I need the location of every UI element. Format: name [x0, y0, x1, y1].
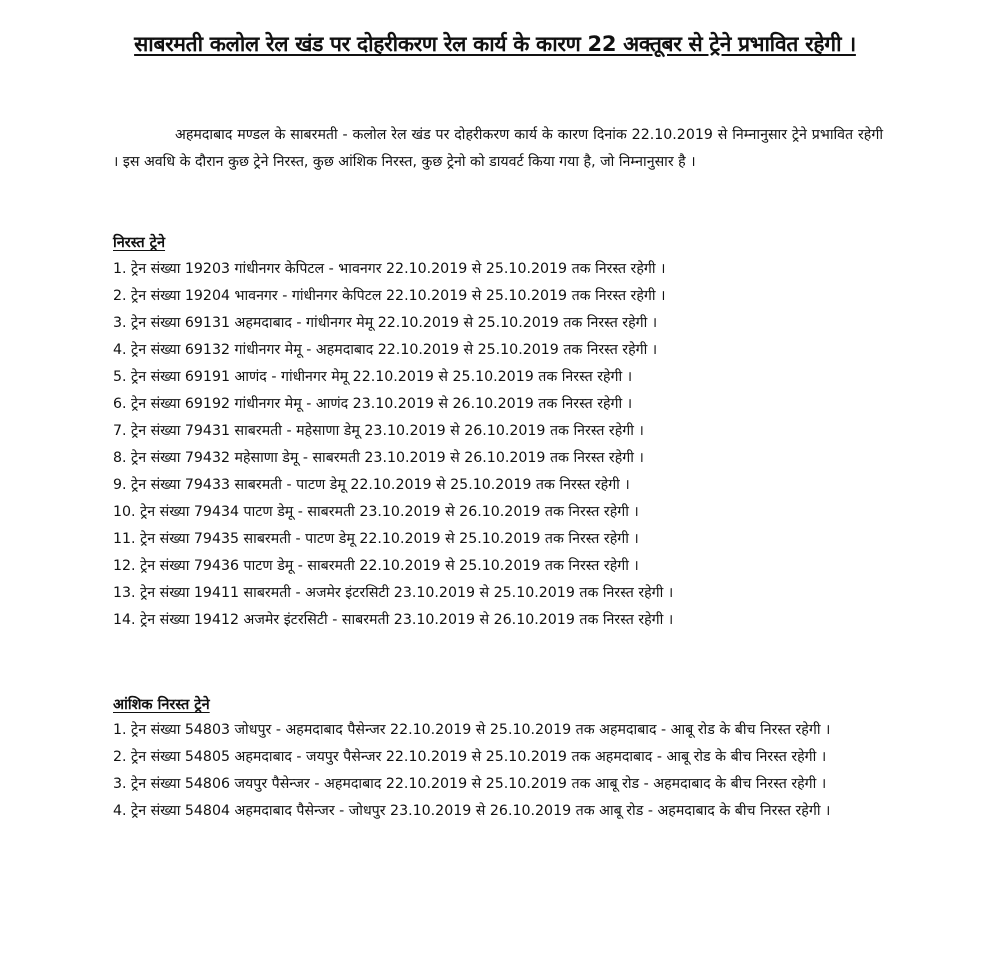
list-item: 3. ट्रेन संख्या 54806 जयपुर पैसेन्जर - अहमदाबाद 22.10.2019 से 25.10.2019 तक आबू रोड - अहमदाबाद के बीच निरस्त रहेगी । — [113, 776, 827, 792]
cancelled-trains-heading: निरस्त ट्रेने — [113, 235, 166, 251]
document-title: साबरमती कलोल रेल खंड पर दोहरीकरण रेल कार्य के कारण 22 अक्तूबर से ट्रेने प्रभावित रहेगी । — [134, 32, 856, 56]
list-item: 4. ट्रेन संख्या 54804 अहमदाबाद पैसेन्जर - जोधपुर 23.10.2019 से 26.10.2019 तक आबू रोड - अहमदाबाद के बीच निरस्त रहेगी । — [113, 803, 831, 819]
list-item: 5. ट्रेन संख्या 69191 आणंद - गांधीनगर मेमू 22.10.2019 से 25.10.2019 तक निरस्त रहेगी । — [113, 369, 633, 385]
list-item: 4. ट्रेन संख्या 69132 गांधीनगर मेमू - अहमदाबाद 22.10.2019 से 25.10.2019 तक निरस्त रहेगी । — [113, 342, 658, 358]
list-item: 2. ट्रेन संख्या 19204 भावनगर - गांधीनगर केपिटल 22.10.2019 से 25.10.2019 तक निरस्त रहेगी । — [113, 288, 666, 304]
list-item: 11. ट्रेन संख्या 79435 साबरमती - पाटण डेमू 22.10.2019 से 25.10.2019 तक निरस्त रहेगी । — [113, 531, 639, 547]
list-item: 1. ट्रेन संख्या 54803 जोधपुर - अहमदाबाद पैसेन्जर 22.10.2019 से 25.10.2019 तक अहमदाबाद - आबू रोड के बीच निरस्त रहेगी । — [113, 722, 831, 738]
partially-cancelled-trains-heading: आंशिक निरस्त ट्रेने — [113, 697, 210, 713]
partially-cancelled-trains-list — [113, 717, 875, 825]
list-item: 6. ट्रेन संख्या 69192 गांधीनगर मेमू - आणंद 23.10.2019 से 26.10.2019 तक निरस्त रहेगी । — [113, 396, 633, 412]
cancelled-trains-list — [113, 256, 673, 634]
list-item: 10. ट्रेन संख्या 79434 पाटण डेमू - साबरमती 23.10.2019 से 26.10.2019 तक निरस्त रहेगी । — [113, 504, 639, 520]
list-item: 9. ट्रेन संख्या 79433 साबरमती - पाटण डेमू 22.10.2019 से 25.10.2019 तक निरस्त रहेगी । — [113, 477, 630, 493]
list-item: 13. ट्रेन संख्या 19411 साबरमती - अजमेर इंटरसिटी 23.10.2019 से 25.10.2019 तक निरस्त रहेगी । — [113, 585, 674, 601]
list-item: 12. ट्रेन संख्या 79436 पाटण डेमू - साबरमती 22.10.2019 से 25.10.2019 तक निरस्त रहेगी । — [113, 558, 639, 574]
list-item: 3. ट्रेन संख्या 69131 अहमदाबाद - गांधीनगर मेमू 22.10.2019 से 25.10.2019 तक निरस्त रहेगी । — [113, 315, 658, 331]
list-item: 1. ट्रेन संख्या 19203 गांधीनगर केपिटल - भावनगर 22.10.2019 से 25.10.2019 तक निरस्त रहेगी । — [113, 261, 666, 277]
list-item: 2. ट्रेन संख्या 54805 अहमदाबाद - जयपुर पैसेन्जर 22.10.2019 से 25.10.2019 तक अहमदाबाद - आबू रोड के बीच निरस्त रहेगी । — [113, 749, 827, 765]
list-item: 8. ट्रेन संख्या 79432 महेसाणा डेमू - साबरमती 23.10.2019 से 26.10.2019 तक निरस्त रहेगी । — [113, 450, 644, 466]
list-item: 7. ट्रेन संख्या 79431 साबरमती - महेसाणा डेमू 23.10.2019 से 26.10.2019 तक निरस्त रहेगी । — [113, 423, 644, 439]
intro-paragraph: अहमदाबाद मण्डल के साबरमती - कलोल रेल खंड पर दोहरीकरण कार्य के कारण दिनांक 22.10.2019 से निम्नानुसार ट्रेने प्रभावित रहेगी । इस अवधि के दौरान कुछ ट्रेने निरस्त, कुछ आंशिक निरस्त, कुछ ट्रेनो को डायवर्ट किया गया है, जो निम्नानुसार है । — [113, 127, 883, 170]
list-item: 14. ट्रेन संख्या 19412 अजमेर इंटरसिटी - साबरमती 23.10.2019 से 26.10.2019 तक निरस्त रहेगी । — [113, 612, 674, 628]
